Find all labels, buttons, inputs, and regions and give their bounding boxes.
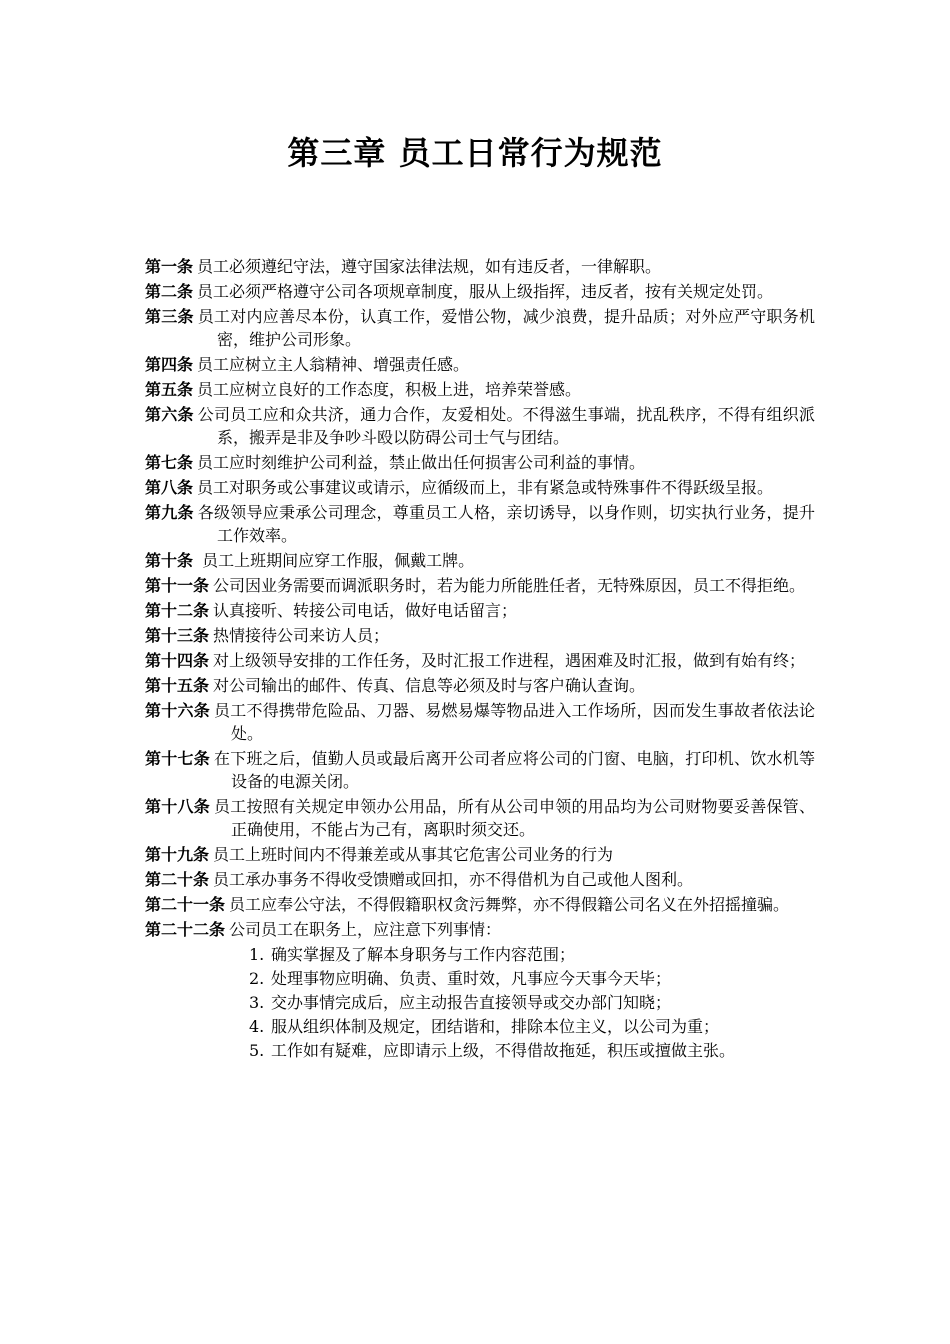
article-label: 第十二条 [145,601,210,620]
article-text: 员工按照有关规定申领办公用品，所有从公司申领的用品均为公司财物要妥善保管、正确使用，不能占为己有，离职时须交还。 [214,797,815,839]
list-item [249,967,815,991]
article-10 [145,549,815,572]
article-13 [145,624,815,647]
list-item [249,1039,815,1063]
article-text: 员工不得携带危险品、刀器、易燃易爆等物品进入工作场所，因而发生事故者依法论处。 [214,701,815,743]
article-text: 员工应树立主人翁精神、增强责任感。 [197,355,470,374]
article-text: 员工承办事务不得收受馈赠或回扣，亦不得借机为自己或他人图利。 [213,870,694,889]
article-text: 对上级领导安排的工作任务，及时汇报工作进程，遇困难及时汇报，做到有始有终； [213,651,806,670]
article-2 [145,280,815,303]
article-label: 第九条 [145,503,194,522]
list-text: 确实掌握及了解本身职务与工作内容范围； [271,945,576,964]
article-label: 第十一条 [145,576,210,595]
article-text: 各级领导应秉承公司理念，尊重员工人格，亲切诱导，以身作则，切实执行业务，提升工作效率。 [197,503,815,545]
article-label: 第十七条 [145,749,210,768]
article-text: 公司因业务需要而调派职务时，若为能力所能胜任者，无特殊原因，员工不得拒绝。 [213,576,806,595]
article-label: 第十五条 [145,676,210,695]
article-label: 第四条 [145,355,194,374]
article-text: 员工必须遵纪守法，遵守国家法律法规，如有违反者，一律解职。 [197,257,662,276]
article-text: 对公司输出的邮件、传真、信息等必须及时与客户确认查询。 [213,676,646,695]
article-text: 员工上班时间内不得兼差或从事其它危害公司业务的行为 [213,845,614,864]
list-item [249,943,815,967]
article-label: 第二十二条 [145,920,226,939]
article-label: 第十八条 [145,797,210,816]
article-label: 第六条 [145,405,194,424]
article-9 [145,501,815,547]
article-label: 第十三条 [145,626,210,645]
article-22 [145,918,815,941]
list-item [249,1015,815,1039]
article-text: 认真接听、转接公司电话，做好电话留言； [213,601,518,620]
article-18 [145,795,815,841]
list-number: 3. [249,993,265,1012]
articles-list [145,255,815,1063]
article-text: 在下班之后，值勤人员或最后离开公司者应将公司的门窗、电脑，打印机、饮水机等设备的电源关闭。 [214,749,815,791]
article-17 [145,747,815,793]
list-number: 5. [249,1041,265,1060]
article-text: 员工应奉公守法，不得假籍职权贪污舞弊，亦不得假籍公司名义在外招摇撞骗。 [229,895,790,914]
article-22-sublist [145,943,815,1063]
article-text: 员工应树立良好的工作态度，积极上进，培养荣誉感。 [197,380,582,399]
article-15 [145,674,815,697]
article-7 [145,451,815,474]
article-text: 员工对内应善尽本份，认真工作，爱惜公物，减少浪费，提升品质；对外应严守职务机密，维护公司形象。 [197,307,815,349]
article-text: 公司员工应和众共济，通力合作，友爱相处。不得滋生事端，扰乱秩序，不得有组织派系，搬弄是非及争吵斗殴以防碍公司士气与团结。 [197,405,815,447]
article-12 [145,599,815,622]
article-1 [145,255,815,278]
article-label: 第三条 [145,307,194,326]
article-label: 第十六条 [145,701,210,720]
article-text: 公司员工在职务上，应注意下列事情： [229,920,502,939]
article-11 [145,574,815,597]
article-label: 第十条 [145,551,194,570]
article-3 [145,305,815,351]
article-16 [145,699,815,745]
list-text: 工作如有疑难，应即请示上级，不得借故拖延，积压或擅做主张。 [271,1041,736,1060]
article-21 [145,893,815,916]
list-number: 2. [249,969,265,988]
article-text: 员工上班期间应穿工作服，佩戴工牌。 [197,551,475,570]
article-label: 第十九条 [145,845,210,864]
article-label: 第二条 [145,282,194,301]
article-label: 第二十条 [145,870,210,889]
article-label: 第八条 [145,478,194,497]
list-text: 处理事物应明确、负责、重时效，凡事应今天事今天毕； [271,969,672,988]
article-label: 第二十一条 [145,895,226,914]
list-text: 交办事情完成后，应主动报告直接领导或交办部门知晓； [271,993,672,1012]
article-14 [145,649,815,672]
list-item [249,991,815,1015]
article-5 [145,378,815,401]
article-19 [145,843,815,866]
article-6 [145,403,815,449]
article-label: 第七条 [145,453,194,472]
list-number: 1. [249,945,265,964]
article-text: 员工必须严格遵守公司各项规章制度，服从上级指挥，违反者，按有关规定处罚。 [197,282,774,301]
list-number: 4. [249,1017,265,1036]
article-label: 第十四条 [145,651,210,670]
list-text: 服从组织体制及规定，团结谐和，排除本位主义，以公司为重； [271,1017,720,1036]
article-20 [145,868,815,891]
article-label: 第一条 [145,257,194,276]
article-text: 热情接待公司来访人员； [213,626,390,645]
article-4 [145,353,815,376]
article-label: 第五条 [145,380,194,399]
article-text: 员工应时刻维护公司利益，禁止做出任何损害公司利益的事情。 [197,453,646,472]
article-8 [145,476,815,499]
page-title: 第三章 员工日常行为规范 [287,134,663,172]
article-text: 员工对职务或公事建议或请示，应循级而上，非有紧急或特殊事件不得跃级呈报。 [197,478,774,497]
